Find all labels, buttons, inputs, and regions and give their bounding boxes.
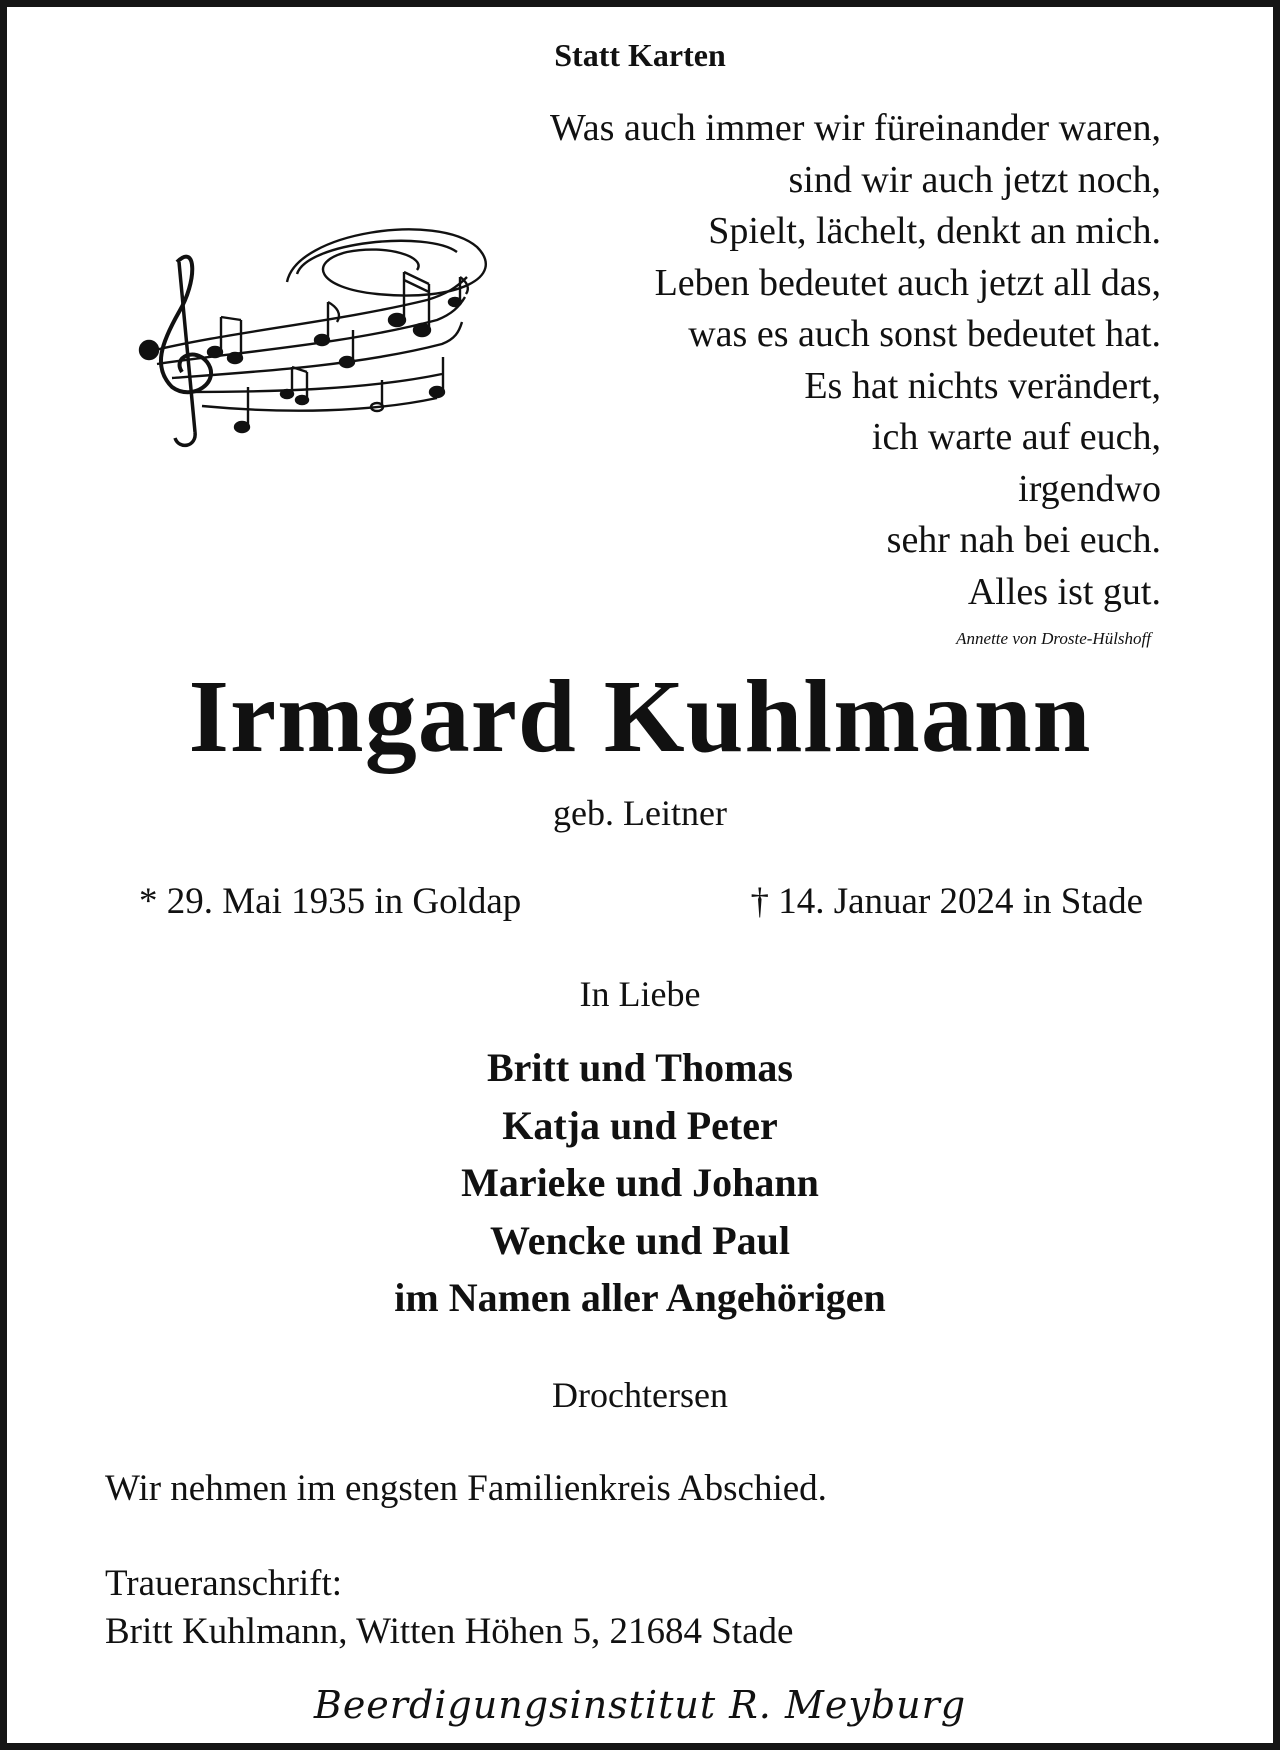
undertaker-name: Beerdigungsinstitut R. Meyburg bbox=[313, 1683, 967, 1727]
farewell-note: Wir nehmen im engsten Familienkreis Abschied. bbox=[105, 1468, 827, 1509]
mourner-name: Marieke und Johann bbox=[461, 1160, 819, 1205]
poem-line: ich warte auf euch, bbox=[871, 416, 1161, 458]
poem-line: sehr nah bei euch. bbox=[886, 519, 1161, 561]
header-title: Statt Karten bbox=[554, 37, 726, 73]
death-date: † 14. Januar 2024 in Stade bbox=[750, 881, 1143, 922]
poem-line: Es hat nichts verändert, bbox=[804, 364, 1161, 407]
poem-line: sind wir auch jetzt noch, bbox=[788, 158, 1161, 201]
mourners-list bbox=[7, 1039, 1273, 1327]
maiden-name: geb. Leitner bbox=[553, 793, 727, 833]
deceased-name: Irmgard Kuhlmann bbox=[188, 659, 1092, 774]
address-value: Britt Kuhlmann, Witten Höhen 5, 21684 Stade bbox=[105, 1611, 794, 1652]
mourner-name: Katja und Peter bbox=[502, 1102, 778, 1148]
mourner-name: im Namen aller Angehörigen bbox=[394, 1275, 886, 1320]
poem-line: Alles ist gut. bbox=[967, 570, 1161, 613]
poem bbox=[401, 103, 1161, 618]
mourners-place: Drochtersen bbox=[552, 1375, 728, 1415]
poem-line: Spielt, lächelt, denkt an mich. bbox=[708, 210, 1161, 252]
mourner-name: Britt und Thomas bbox=[486, 1045, 793, 1090]
poem-line: irgendwo bbox=[1018, 467, 1161, 510]
poem-line: Leben bedeutet auch jetzt all das, bbox=[654, 261, 1161, 304]
poem-line: Was auch immer wir füreinander waren, bbox=[549, 107, 1161, 149]
poem-author: Annette von Droste-Hülshoff bbox=[956, 629, 1151, 648]
mourners-intro: In Liebe bbox=[579, 974, 701, 1014]
poem-line: was es auch sonst bedeutet hat. bbox=[688, 313, 1161, 355]
address-label: Traueranschrift: bbox=[105, 1563, 343, 1604]
birth-date: * 29. Mai 1935 in Goldap bbox=[139, 881, 522, 922]
mourner-name: Wencke und Paul bbox=[489, 1217, 791, 1263]
